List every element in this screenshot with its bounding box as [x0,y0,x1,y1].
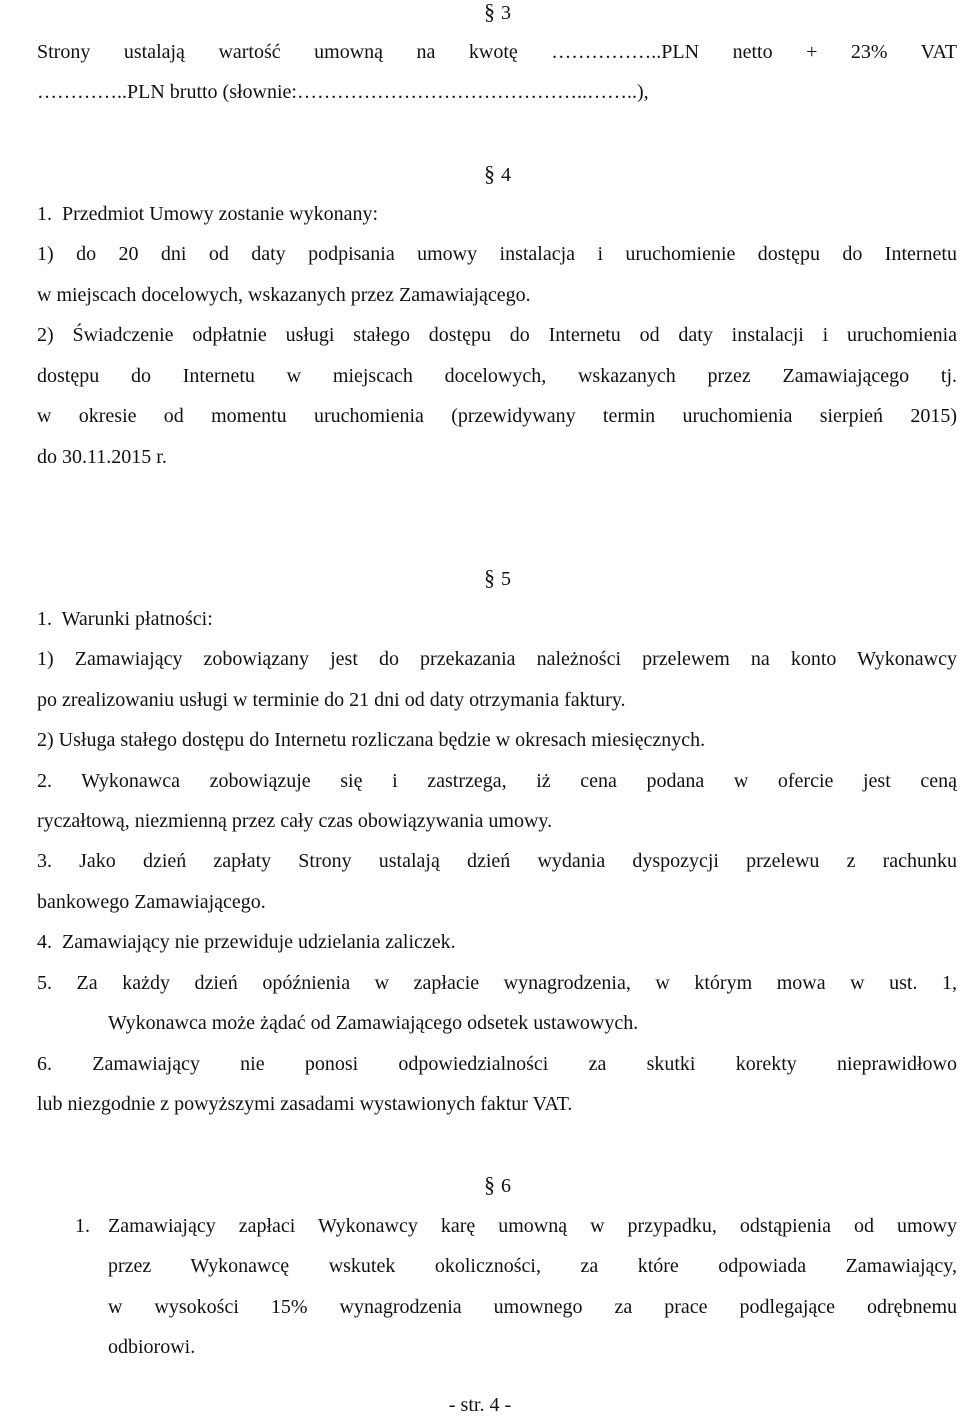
paragraph-line: w okresie od momentu uruchomienia (przewidywany termin uruchomienia sierpień 2015) [37,405,957,427]
section-number: 6 [501,1175,511,1197]
paragraph-line: odbiorowi. [108,1336,196,1358]
list-item: 2) Usługa stałego dostępu do Internetu rozliczana będzie w okresach miesięcznych. [37,729,706,751]
list-item: 6. Zamawiający nie ponosi odpowiedzialności za skutki korekty nieprawidłowo [37,1053,957,1075]
paragraph-line: Wykonawca może żądać od Zamawiającego odsetek ustawowych. [108,1012,639,1034]
paragraph-line: dostępu do Internetu w miejscach docelowych, wskazanych przez Zamawiającego tj. [37,365,957,387]
list-item: 4. Zamawiający nie przewiduje udzielania zaliczek. [37,931,456,953]
section-heading-5 [484,566,511,591]
paragraph-line: lub niezgodnie z powyższymi zasadami wystawionych faktur VAT. [37,1093,573,1115]
section-number: 4 [501,164,511,186]
section-symbol: § [484,1172,495,1197]
list-item: 1. Warunki płatności: [37,608,213,630]
list-item: 1. Przedmiot Umowy zostanie wykonany: [37,203,379,225]
list-number: 1. [75,1215,90,1237]
section-symbol: § [484,161,495,186]
section-heading-6 [484,1173,511,1198]
paragraph-line: po zrealizowaniu usługi w terminie do 21 dni od daty otrzymania faktury. [37,689,626,711]
paragraph-line: …………..PLN brutto (słownie:……………………………………..……..), [37,81,649,103]
list-item: 3. Jako dzień zapłaty Strony ustalają dzień wydania dyspozycji przelewu z rachunku [37,850,957,872]
list-item: 1) Zamawiający zobowiązany jest do przekazania należności przelewem na konto Wykonawcy [37,648,957,670]
paragraph-line: w wysokości 15% wynagrodzenia umownego za prace podlegające odrębnemu [108,1296,957,1318]
paragraph-line: do 30.11.2015 r. [37,446,167,468]
paragraph-line: ryczałtową, niezmienną przez cały czas obowiązywania umowy. [37,810,553,832]
page-number: - str. 4 - [448,1394,512,1416]
list-item: 2) Świadczenie odpłatnie usługi stałego dostępu do Internetu od daty instalacji i uruchomienia [37,324,957,346]
list-item: 1) do 20 dni od daty podpisania umowy instalacja i uruchomienie dostępu do Internetu [37,243,957,265]
list-item: 2. Wykonawca zobowiązuje się i zastrzega, iż cena podana w ofercie jest ceną [37,770,957,792]
section-number: 5 [501,568,511,590]
paragraph-line: przez Wykonawcę wskutek okoliczności, za które odpowiada Zamawiający, [108,1255,957,1277]
section-heading-3 [484,0,511,25]
paragraph-line: Strony ustalają wartość umowną na kwotę ……………..PLN netto + 23% VAT [37,41,957,63]
paragraph-line: bankowego Zamawiającego. [37,891,266,913]
paragraph-line: w miejscach docelowych, wskazanych przez Zamawiającego. [37,284,531,306]
list-item: Zamawiający zapłaci Wykonawcy karę umowną w przypadku, odstąpienia od umowy [108,1215,957,1237]
section-symbol: § [484,565,495,590]
section-number: 3 [501,2,511,24]
section-symbol: § [484,0,495,24]
list-item: 5. Za każdy dzień opóźnienia w zapłacie wynagrodzenia, w którym mowa w ust. 1, [37,972,957,994]
section-heading-4 [484,162,511,187]
